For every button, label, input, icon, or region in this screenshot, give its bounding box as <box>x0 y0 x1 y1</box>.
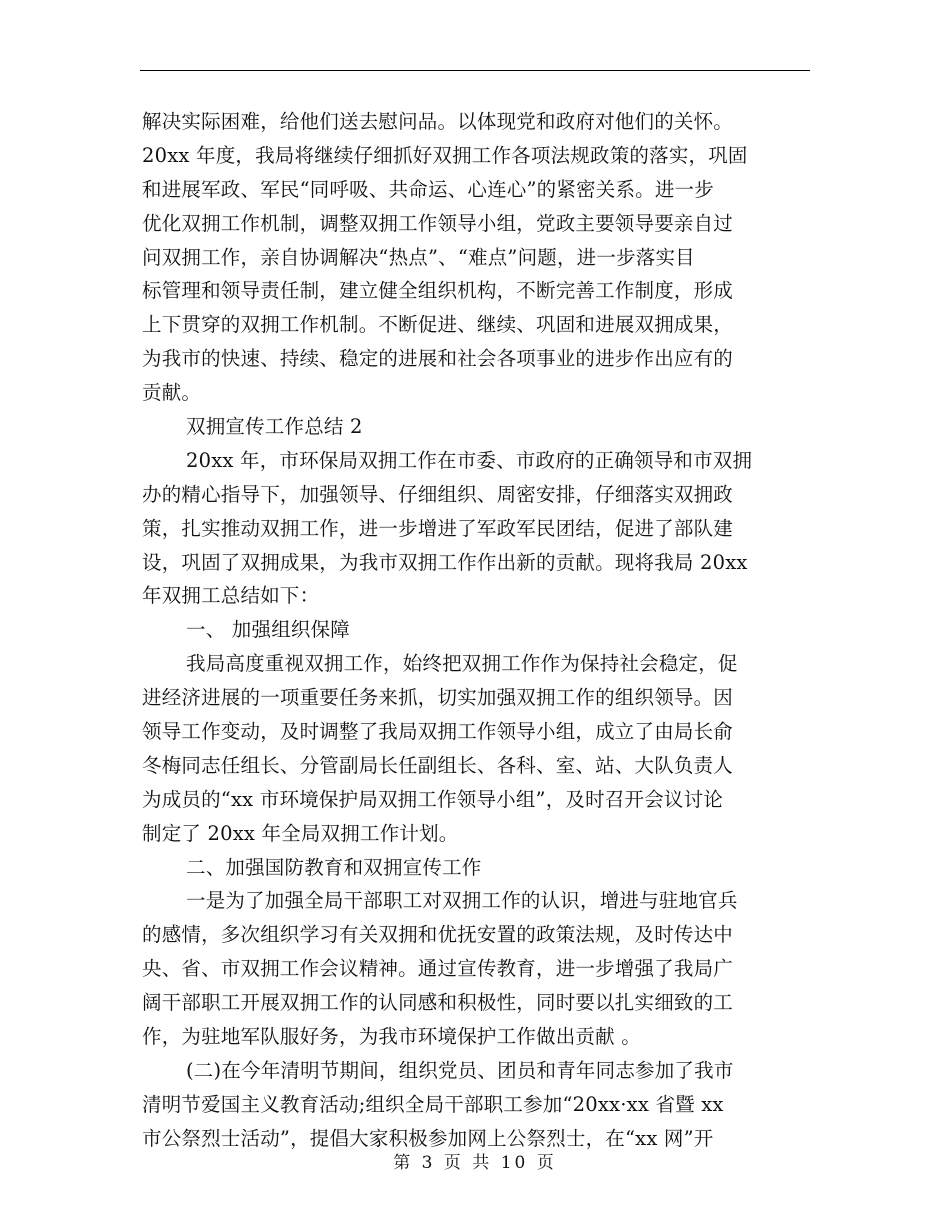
text-line: 办的精心指导下，加强领导、仔细组织、周密安排，仔细落实双拥政 <box>142 482 734 506</box>
text-line: 央、省、市双拥工作会议精神。通过宣传教育，进一步增强了我局广 <box>142 957 734 981</box>
text-line: 解决实际困难，给他们送去慰问品。以体现党和政府对他们的关怀。 <box>142 110 734 133</box>
text-line: 制定了 20xx 年全局双拥工作计划。 <box>142 821 459 845</box>
text-line: 20xx 年度，我局将继续仔细抓好双拥工作各项法规政策的落实，巩固 <box>142 143 748 167</box>
text-line: 20xx 年，市环保局双拥工作在市委、市政府的正确领导和市双拥 <box>186 448 753 472</box>
page-footer: 第 3 页 共 10 页 <box>393 1153 557 1173</box>
text-line: 领导工作变动，及时调整了我局双拥工作领导小组，成立了由局长俞 <box>142 720 734 744</box>
text-line: 一、 加强组织保障 <box>186 618 350 642</box>
text-line: 贡献。 <box>142 381 202 405</box>
text-line: 为我市的快速、持续、稳定的进展和社会各项事业的进步作出应有的 <box>142 347 734 371</box>
text-line: 一是为了加强全局干部职工对双拥工作的认识，增进与驻地官兵 <box>186 889 738 913</box>
header-rule <box>140 70 810 71</box>
text-line: 冬梅同志任组长、分管副局长任副组长、各科、室、站、大队负责人 <box>142 753 734 777</box>
document-body <box>142 105 798 1156</box>
text-line: 我局高度重视双拥工作，始终把双拥工作作为保持社会稳定，促 <box>186 652 738 676</box>
text-line: (二)在今年清明节期间，组织党员、团员和青年同志参加了我市 <box>186 1058 734 1082</box>
text-line: 年双拥工总结如下： <box>142 584 320 608</box>
text-line: 作，为驻地军队服好务，为我市环境保护工作做出贡献 。 <box>142 1025 641 1049</box>
text-line: 阔干部职工开展双拥工作的认同感和积极性，同时要以扎实细致的工 <box>142 991 734 1015</box>
text-line: 策，扎实推动双拥工作，进一步增进了军政军民团结，促进了部队建 <box>142 516 734 540</box>
text-line: 的感情，多次组织学习有关双拥和优抚安置的政策法规，及时传达中 <box>142 923 734 947</box>
text-line: 问双拥工作，亲自协调解决“热点”、“难点”问题，进一步落实目 <box>142 245 695 269</box>
text-line: 和进展军政、军民“同呼吸、共命运、心连心”的紧密关系。进一步 <box>142 177 714 201</box>
text-line: 上下贯穿的双拥工作机制。不断促进、继续、巩固和进展双拥成果， <box>142 313 734 337</box>
text-line: 进经济进展的一项重要任务来抓，切实加强双拥工作的组织领导。因 <box>142 686 734 710</box>
text-line: 双拥宣传工作总结 2 <box>186 415 363 439</box>
text-line: 清明节爱国主义教育活动;组织全局干部职工参加“20xx·xx 省暨 xx <box>142 1092 724 1116</box>
text-line: 优化双拥工作机制，调整双拥工作领导小组，党政主要领导要亲自过 <box>142 211 734 235</box>
text-line: 为成员的“xx 市环境保护局双拥工作领导小组”，及时召开会议讨论 <box>142 787 724 811</box>
text-line: 市公祭烈士活动”，提倡大家积极参加网上公祭烈士，在“xx 网”开 <box>142 1126 714 1150</box>
text-line: 二、加强国防教育和双拥宣传工作 <box>186 855 482 879</box>
text-line: 设，巩固了双拥成果，为我市双拥工作作出新的贡献。现将我局 20xx <box>142 550 748 574</box>
text-line: 标管理和领导责任制，建立健全组织机构，不断完善工作制度，形成 <box>142 279 734 303</box>
